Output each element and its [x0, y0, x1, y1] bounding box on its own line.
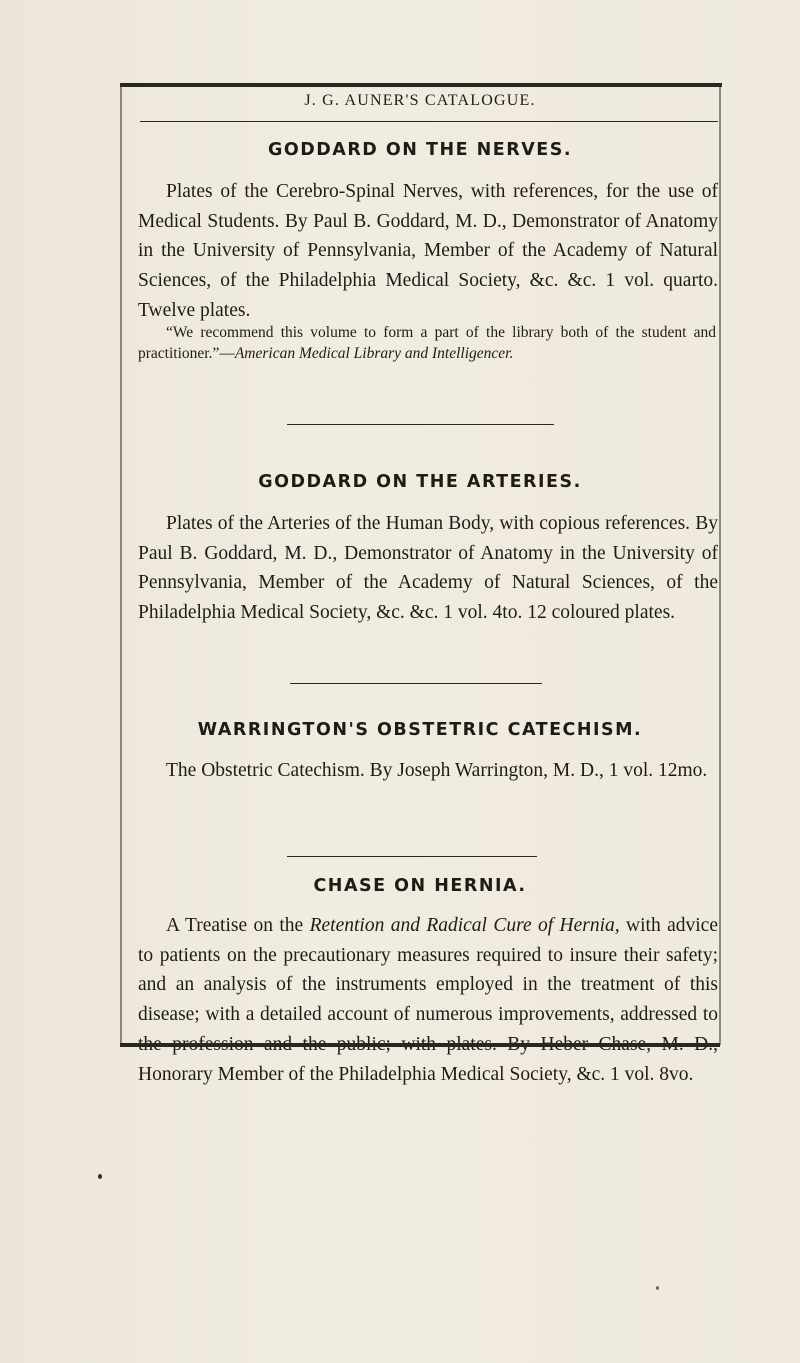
entry-title-goddard-nerves: GODDARD ON THE NERVES. [267, 140, 572, 160]
review-quote: “We recommend this volume to form a part of the library both of the student and practitioner.”— [138, 324, 716, 362]
entry-review-goddard-nerves [138, 322, 716, 364]
description-italic-title: Retention and Radical Cure of Hernia, [309, 915, 620, 936]
entry-title-goddard-arteries: GODDARD ON THE ARTERIES. [258, 472, 582, 492]
section-divider [287, 856, 537, 857]
running-head: J. G. AUNER'S CATALOGUE. [304, 92, 536, 109]
right-border-line [719, 85, 721, 1045]
description-intro: A Treatise on the [166, 915, 310, 936]
running-head-rule [140, 121, 718, 122]
entry-title-chase-hernia: CHASE ON HERNIA. [313, 876, 527, 896]
ink-speck [98, 1174, 102, 1179]
left-border-line [120, 85, 122, 1045]
section-divider [290, 683, 542, 684]
entry-description-goddard-nerves: Plates of the Cerebro-Spinal Nerves, with references, for the use of Medical Students. By Paul B. Goddard, M. D., Demonstrator of Anatomy in the University of Pennsylvania, Member of the Academy of Natural Sciences, of the Philadelphia Medical Society, &c. &c. 1 vol. quarto. Twelve plates. [138, 181, 718, 321]
bottom-border-rule [120, 1043, 720, 1047]
entry-description-goddard-arteries: Plates of the Arteries of the Human Body, with copious references. By Paul B. Goddard, M. D., Demonstrator of Anatomy in the University of Pennsylvania, Member of the Academy of Natural Sciences, of the Philadelphia Medical Society, &c. &c. 1 vol. 4to. 12 coloured plates. [138, 513, 718, 624]
review-source: American Medical Library and Intelligencer. [234, 345, 514, 362]
entry-title-warrington: WARRINGTON'S OBSTETRIC CATECHISM. [197, 720, 643, 740]
entry-description-chase-hernia [138, 911, 718, 1089]
description-rest: with advice to patients on the precautionary measures required to insure their safety; and an analysis of the instruments employed in the treatment of this disease; with a detailed account of numerous improvements, addressed to Honorary Member of the Philadelphia Medical Society, &c. 1 vol. 8vo. [138, 915, 718, 1085]
entry-description-warrington: The Obstetric Catechism. By Joseph Warrington, M. D., 1 vol. 12mo. [166, 760, 708, 781]
ink-speck [656, 1286, 659, 1290]
top-border-rule [120, 83, 722, 87]
section-divider [287, 424, 554, 425]
